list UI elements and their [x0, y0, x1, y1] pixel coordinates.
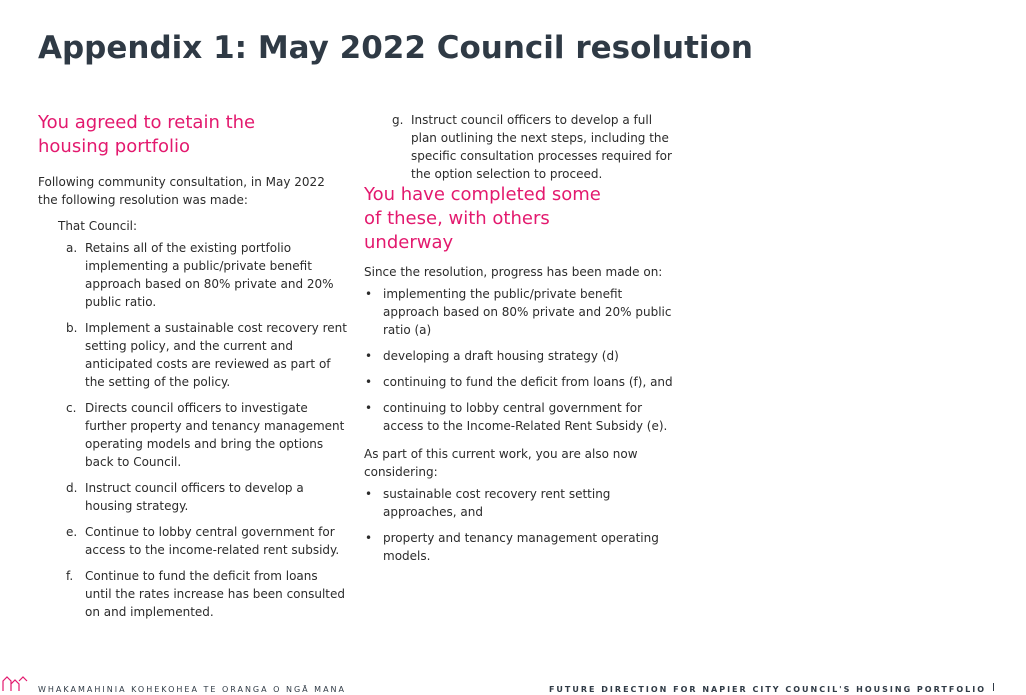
progress-item	[364, 347, 674, 365]
item-text: Continue to fund the deficit from loans until the rates increase has been consulted on and implemented.	[85, 569, 346, 619]
house-outline-icon	[2, 674, 28, 695]
section-heading-retain: You agreed to retain the housing portfolio	[38, 112, 256, 157]
item-text: Instruct council officers to develop a full plan outlining the next steps, including the specific consultation processes required for the option selection to proceed.	[411, 113, 672, 181]
item-text: Continue to lobby central government for access to the income-related rent subsidy.	[85, 525, 340, 557]
resolution-item-b	[38, 319, 348, 391]
that-council-label: That Council:	[58, 219, 138, 233]
progress-list	[364, 285, 674, 435]
bullet-icon: •	[365, 531, 373, 545]
page-footer	[0, 674, 1026, 694]
item-letter: a.	[66, 241, 78, 255]
footer-left-text: WHAKAMAHINIA KOHEKOHEA TE ORANGA O NGĀ MANA	[38, 685, 347, 694]
progress-text: continuing to fund the deficit from loans (f), and	[383, 375, 673, 389]
footer-right-text: FUTURE DIRECTION FOR NAPIER CITY COUNCIL'S HOUSING PORTFOLIO	[548, 685, 986, 694]
progress-item	[364, 285, 674, 339]
item-letter: f.	[66, 569, 74, 583]
resolution-item-f	[38, 567, 348, 621]
resolution-item-g	[364, 111, 674, 183]
resolution-item-a	[38, 239, 348, 311]
section-heading-completed: You have completed some of these, with others underway	[364, 184, 601, 253]
intro-paragraph: Following community consultation, in May 2022 the following resolution was made:	[38, 175, 325, 207]
item-text: Retains all of the existing portfolio implementing a public/private benefit approach based on 80% private and 20% public ratio.	[85, 241, 334, 309]
bullet-icon: •	[365, 287, 373, 301]
progress-text: developing a draft housing strategy (d)	[383, 349, 619, 363]
bullet-icon: •	[365, 487, 373, 501]
resolution-item-d	[38, 479, 348, 515]
left-column	[38, 111, 348, 629]
progress-intro: Since the resolution, progress has been made on:	[364, 265, 663, 279]
right-column	[364, 111, 674, 573]
resolution-item-c	[38, 399, 348, 471]
current-work-item	[364, 485, 674, 521]
progress-text: implementing the public/private benefit approach based on 80% private and 20% public ratio (a)	[383, 287, 672, 337]
bullet-icon: •	[365, 349, 373, 363]
progress-text: continuing to lobby central government for access to the Income-Related Rent Subsidy (e).	[383, 401, 668, 433]
resolution-list-continued	[364, 111, 674, 183]
item-text: Implement a sustainable cost recovery rent setting policy, and the current and anticipated costs are reviewed as part of the setting of the policy.	[85, 321, 347, 389]
bullet-icon: •	[365, 401, 373, 415]
item-letter: c.	[66, 401, 77, 415]
resolution-item-e	[38, 523, 348, 559]
item-letter: e.	[66, 525, 78, 539]
item-text: Directs council officers to investigate further property and tenancy management operating models and bring the options back to Council.	[85, 401, 345, 469]
resolution-list	[38, 239, 348, 621]
item-text: Instruct council officers to develop a housing strategy.	[85, 481, 304, 513]
item-letter: d.	[66, 481, 78, 495]
item-letter: g.	[392, 113, 404, 127]
current-work-item	[364, 529, 674, 565]
item-letter: b.	[66, 321, 78, 335]
current-work-intro: As part of this current work, you are also now considering:	[364, 447, 638, 479]
current-work-text: sustainable cost recovery rent setting approaches, and	[383, 487, 611, 519]
current-work-text: property and tenancy management operating models.	[383, 531, 659, 563]
progress-item	[364, 399, 674, 435]
footer-divider	[993, 683, 994, 691]
page-title: Appendix 1: May 2022 Council resolution	[38, 30, 753, 66]
current-work-list	[364, 485, 674, 565]
bullet-icon: •	[365, 375, 373, 389]
progress-item	[364, 373, 674, 391]
